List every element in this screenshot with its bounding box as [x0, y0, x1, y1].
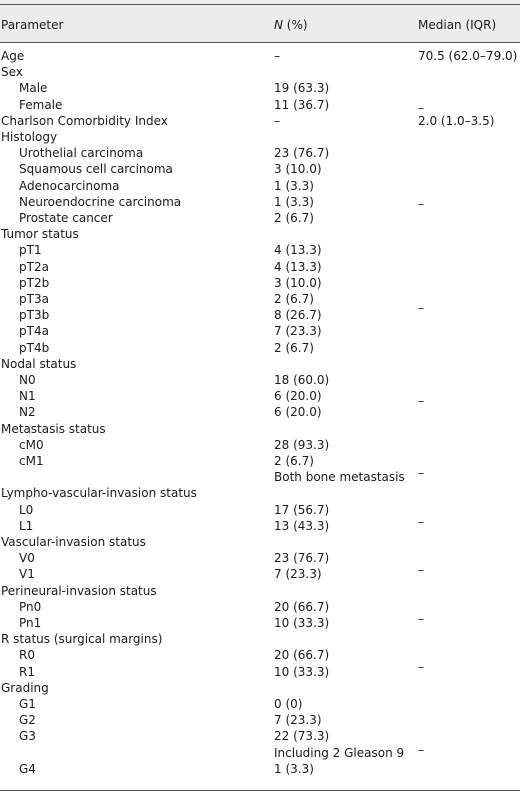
row-group-parameter: Tumor status: [1, 227, 79, 242]
row-sub-parameter: R1: [19, 664, 35, 679]
header-n-suffix: (%): [282, 18, 308, 32]
row-sub-parameter: Urothelial carcinoma: [19, 146, 144, 161]
row-n-value: 6 (20.0): [274, 389, 322, 404]
row-sub-parameter: pT4a: [19, 324, 49, 339]
row-group-parameter: Vascular-invasion status: [1, 535, 146, 549]
row-n-value: 13 (43.3): [274, 518, 330, 533]
row-sub-parameter: pT3a: [19, 292, 49, 306]
group-median-dash: –: [418, 563, 424, 577]
row-n-value: Including 2 Gleason 9: [274, 745, 405, 760]
row-n-value: 23 (76.7): [274, 551, 330, 566]
row-n-value: 6 (20.0): [274, 405, 322, 420]
row-group-parameter: Perineural-invasion status: [1, 583, 157, 598]
row-sub-parameter: G3: [19, 729, 36, 744]
row-n-value: 2 (6.7): [274, 454, 314, 468]
row-n-value: 2 (6.7): [274, 292, 314, 306]
group-median-dash: –: [418, 394, 424, 408]
row-sub-parameter: G4: [19, 761, 36, 776]
row-sub-parameter: cM1: [19, 454, 44, 468]
row-sub-parameter: N2: [19, 405, 36, 420]
row-group-parameter: Lympho-vascular-invasion status: [1, 486, 197, 501]
row-n-value: 4 (13.3): [274, 259, 322, 274]
row-n-value: 17 (56.7): [274, 502, 330, 517]
row-sub-parameter: pT2a: [19, 259, 49, 274]
row-group-parameter: Sex: [1, 65, 23, 80]
group-median-dash: –: [418, 197, 424, 211]
row-sub-parameter: G1: [19, 697, 36, 711]
row-sub-parameter: pT3b: [19, 308, 50, 323]
header-n-symbol: N: [274, 18, 283, 32]
row-n-value: 0 (0): [274, 697, 303, 711]
row-n-value: 7 (23.3): [274, 567, 322, 582]
header-rule: [0, 42, 520, 43]
row-n-value: Both bone metastasis: [274, 470, 405, 485]
row-sub-parameter: R0: [19, 648, 35, 663]
row-n-value: –: [274, 49, 280, 63]
group-median-dash: –: [418, 101, 424, 115]
row-sub-parameter: V0: [19, 551, 35, 566]
row-sub-parameter: Female: [19, 97, 63, 112]
row-sub-parameter: Adenocarcinoma: [19, 178, 120, 193]
row-sub-parameter: Male: [19, 81, 48, 96]
row-n-value: 10 (33.3): [274, 616, 330, 630]
row-n-value: 8 (26.7): [274, 308, 322, 323]
row-n-value: 1 (3.3): [274, 761, 314, 776]
row-n-value: 1 (3.3): [274, 194, 314, 209]
row-n-value: 3 (10.0): [274, 162, 322, 177]
group-median-dash: –: [418, 743, 424, 757]
row-group-parameter: Nodal status: [1, 356, 77, 371]
row-sub-parameter: V1: [19, 567, 35, 582]
row-n-value: 1 (3.3): [274, 178, 314, 193]
row-group-parameter: Age: [1, 49, 25, 63]
row-n-value: 20 (66.7): [274, 599, 330, 614]
row-group-parameter: R status (surgical margins): [1, 632, 163, 647]
row-n-value: 10 (33.3): [274, 664, 330, 679]
row-sub-parameter: L1: [19, 518, 34, 533]
group-median-dash: –: [418, 660, 424, 674]
row-sub-parameter: Pn0: [19, 599, 42, 614]
row-sub-parameter: Squamous cell carcinoma: [19, 162, 173, 177]
group-median-dash: –: [418, 515, 424, 529]
row-group-parameter: Metastasis status: [1, 421, 106, 436]
row-group-parameter: Charlson Comorbidity Index: [1, 113, 168, 128]
row-n-value: 2 (6.7): [274, 340, 314, 355]
row-group-parameter: Grading: [1, 680, 49, 695]
top-rule: [0, 4, 520, 5]
header-n-percent: [274, 17, 308, 33]
row-n-value: 22 (73.3): [274, 729, 330, 744]
header-parameter: Parameter: [1, 18, 64, 32]
group-median-dash: –: [418, 301, 424, 315]
row-n-value: 4 (13.3): [274, 243, 322, 258]
row-sub-parameter: N0: [19, 373, 36, 387]
row-n-value: 11 (36.7): [274, 97, 330, 112]
row-sub-parameter: pT2b: [19, 275, 50, 290]
row-n-value: 20 (66.7): [274, 648, 330, 663]
row-n-value: 7 (23.3): [274, 324, 322, 339]
row-sub-parameter: pT4b: [19, 340, 50, 355]
row-group-parameter: Histology: [1, 130, 58, 144]
row-n-value: 19 (63.3): [274, 81, 330, 96]
group-median-dash: –: [418, 466, 424, 480]
row-sub-parameter: L0: [19, 502, 34, 517]
header-median-iqr: Median (IQR): [418, 18, 497, 32]
row-n-value: 7 (23.3): [274, 713, 322, 728]
row-median-value: 70.5 (62.0–79.0): [418, 49, 518, 63]
row-n-value: 18 (60.0): [274, 373, 330, 387]
row-sub-parameter: cM0: [19, 437, 44, 452]
row-n-value: –: [274, 113, 280, 128]
row-sub-parameter: Neuroendocrine carcinoma: [19, 194, 182, 209]
row-n-value: 2 (6.7): [274, 211, 314, 225]
row-n-value: 28 (93.3): [274, 437, 330, 452]
group-median-dash: –: [418, 612, 424, 626]
row-sub-parameter: N1: [19, 389, 36, 404]
row-sub-parameter: G2: [19, 713, 36, 728]
row-n-value: 23 (76.7): [274, 146, 330, 161]
bottom-rule: [0, 790, 520, 791]
row-sub-parameter: pT1: [19, 243, 42, 258]
row-median-value: 2.0 (1.0–3.5): [418, 113, 495, 128]
row-sub-parameter: Prostate cancer: [19, 211, 113, 225]
row-sub-parameter: Pn1: [19, 616, 42, 630]
row-n-value: 3 (10.0): [274, 275, 322, 290]
